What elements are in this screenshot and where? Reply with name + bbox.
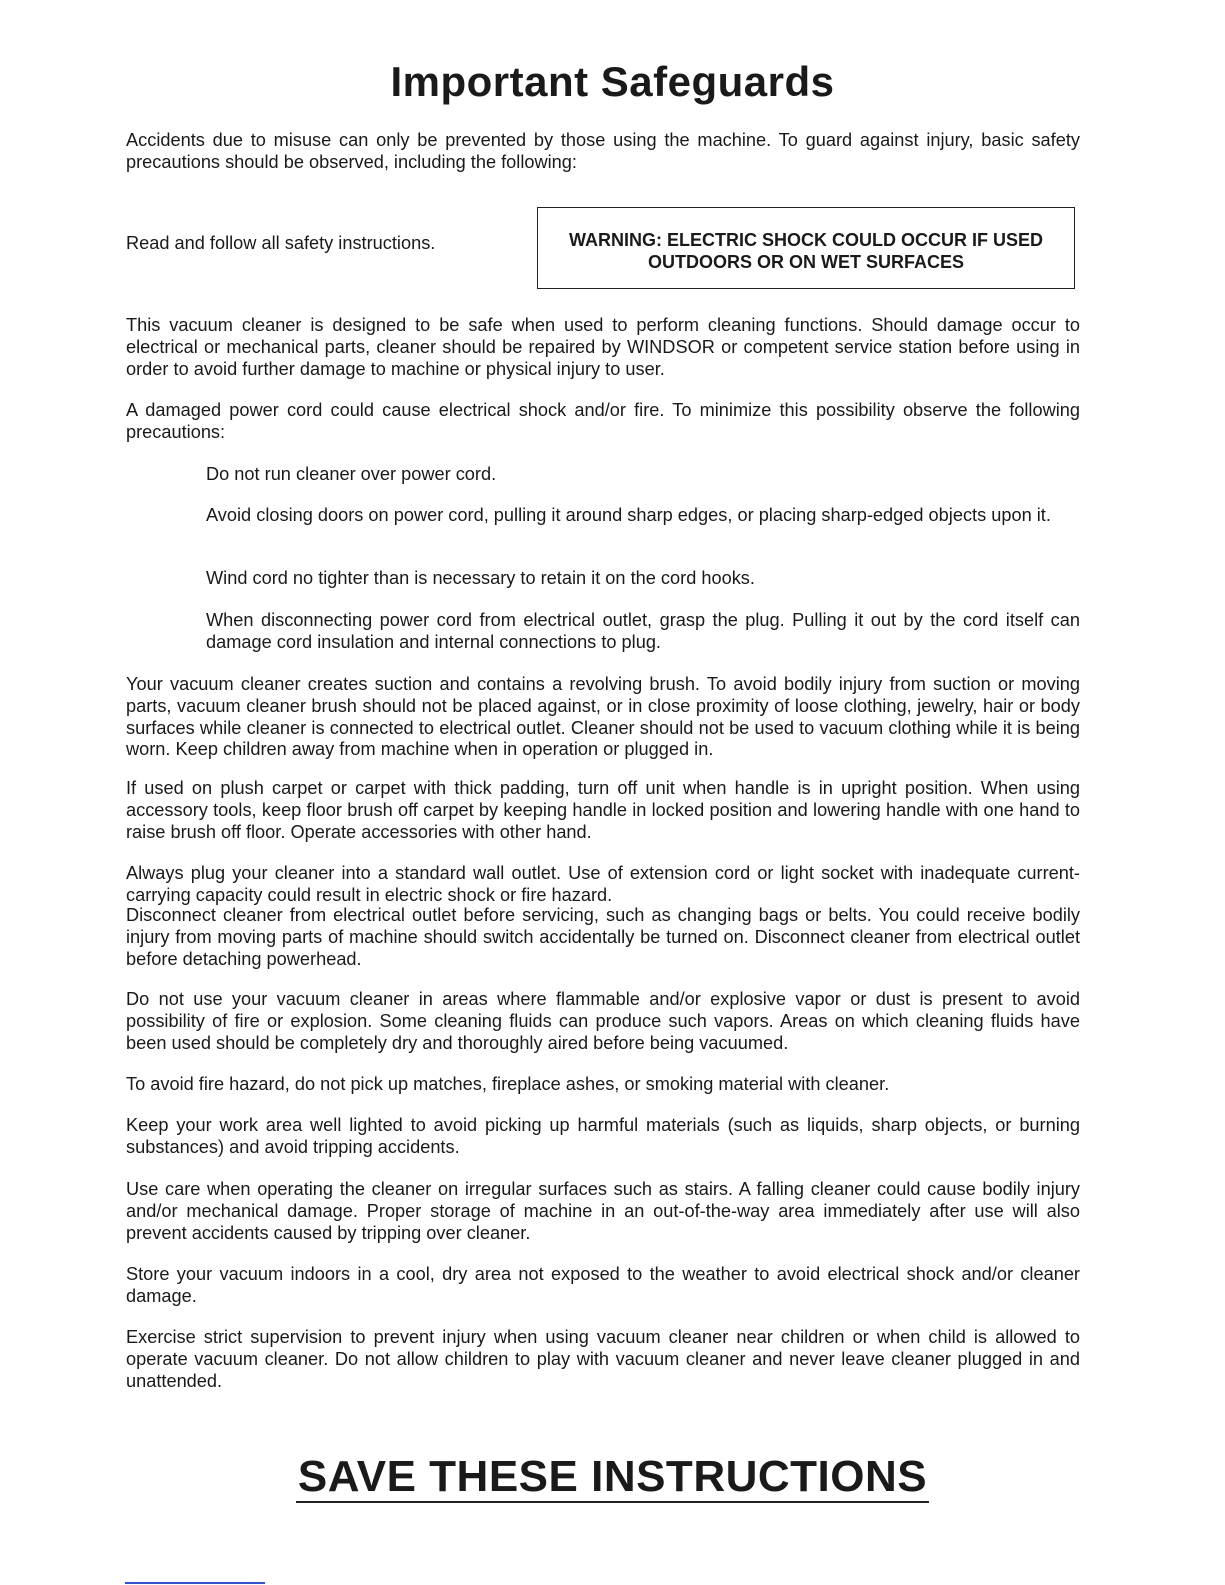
paragraph-plush-carpet: If used on plush carpet or carpet with thick padding, turn off unit when handle is in upright position. When using accessory tools, keep floor brush off carpet by keeping handle in locked position and lowering handle with one hand to raise brush off floor. Operate accessories with other hand.	[126, 778, 1080, 842]
cord-precaution-item: When disconnecting power cord from electrical outlet, grasp the plug. Pulling it out by the cord itself can damage cord insulation and internal connections to plug.	[206, 610, 1080, 652]
paragraph-suction: Your vacuum cleaner creates suction and contains a revolving brush. To avoid bodily injury from suction or moving parts, vacuum cleaner brush should not be placed against, or in close proximity of loose clothing, jewelry, hair or body surfaces while cleaner is connected to electrical outlet. Cleaner should not be used to vacuum clothing while it is being worn. Keep children away from machine when in operation or plugged in.	[126, 674, 1080, 760]
save-instructions-text: SAVE THESE INSTRUCTIONS	[297, 1452, 928, 1501]
paragraph-storage: Store your vacuum indoors in a cool, dry area not exposed to the weather to avoid electrical shock and/or cleaner damage.	[126, 1264, 1080, 1306]
cord-precaution-item: Do not run cleaner over power cord.	[206, 464, 497, 484]
warning-box	[537, 207, 1075, 289]
paragraph-stairs: Use care when operating the cleaner on irregular surfaces such as stairs. A falling cleaner could cause bodily injury and/or mechanical damage. Proper storage of machine in an out-of-the-way area immediately after use will also prevent accidents caused by tripping over cleaner.	[126, 1179, 1080, 1243]
paragraph-fire-hazard: To avoid fire hazard, do not pick up matches, fireplace ashes, or smoking material with cleaner.	[126, 1074, 890, 1094]
page-title: Important Safeguards	[390, 58, 835, 105]
save-instructions-heading	[0, 1452, 1225, 1502]
cord-precaution-item: Avoid closing doors on power cord, pulling it around sharp edges, or placing sharp-edged objects upon it.	[206, 505, 1051, 525]
paragraph-work-area: Keep your work area well lighted to avoid picking up harmful materials (such as liquids, sharp objects, or burning substances) and avoid tripping accidents.	[126, 1115, 1080, 1157]
intro-paragraph: Accidents due to misuse can only be prevented by those using the machine. To guard against injury, basic safety precautions should be observed, including the following:	[126, 130, 1080, 172]
read-instructions-text: Read and follow all safety instructions.	[126, 233, 436, 253]
page-edge-line	[125, 1582, 265, 1584]
paragraph-wall-outlet: Always plug your cleaner into a standard wall outlet. Use of extension cord or light socket with inadequate current-carrying capacity could result in electric shock or fire hazard.	[126, 863, 1080, 905]
paragraph-disconnect: Disconnect cleaner from electrical outlet before servicing, such as changing bags or belts. You could receive bodily injury from moving parts of machine should switch accidentally be turned on. Disconnect cleaner from electrical outlet before detaching powerhead.	[126, 905, 1080, 969]
paragraph-flammable: Do not use your vacuum cleaner in areas where flammable and/or explosive vapor or dust is present to avoid possibility of fire or explosion. Some cleaning fluids can produce such vapors. Areas on which cleaning fluids have been used should be completely dry and thoroughly aired before being vacuumed.	[126, 989, 1080, 1053]
paragraph-damage: This vacuum cleaner is designed to be safe when used to perform cleaning functions. Should damage occur to electrical or mechanical parts, cleaner should be repaired by WINDSOR or competent service station before using in order to avoid further damage to machine or physical injury to user.	[126, 315, 1080, 379]
warning-line-2: OUTDOORS OR ON WET SURFACES	[647, 252, 964, 272]
warning-line-1: WARNING: ELECTRIC SHOCK COULD OCCUR IF USED	[569, 230, 1043, 250]
paragraph-children: Exercise strict supervision to prevent injury when using vacuum cleaner near children or when child is allowed to operate vacuum cleaner. Do not allow children to play with vacuum cleaner and never leave cleaner plugged in and unattended.	[126, 1327, 1080, 1391]
cord-precaution-item: Wind cord no tighter than is necessary to retain it on the cord hooks.	[206, 568, 755, 588]
paragraph-power-cord: A damaged power cord could cause electrical shock and/or fire. To minimize this possibility observe the following precautions:	[126, 400, 1080, 442]
